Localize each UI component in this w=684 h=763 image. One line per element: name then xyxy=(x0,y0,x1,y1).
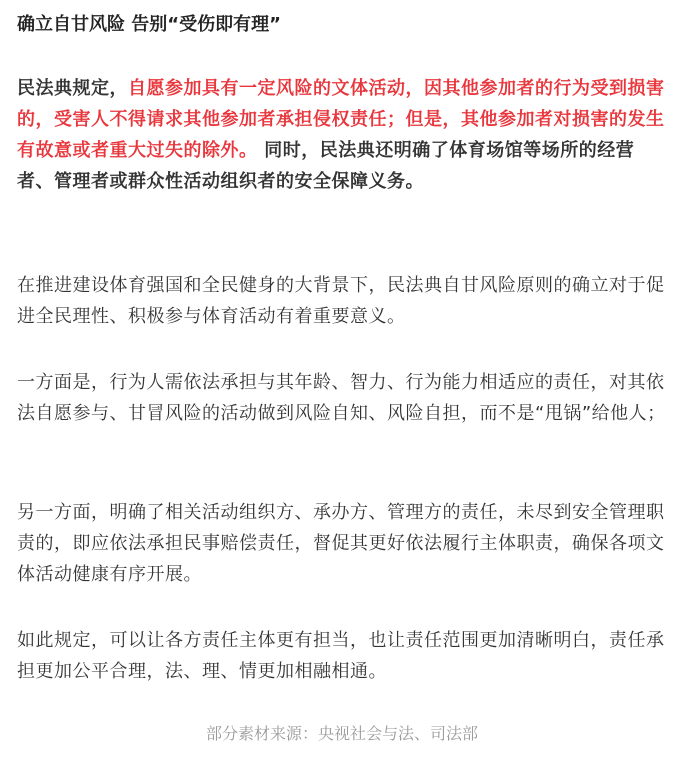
paragraph-actor-responsibility: 一方面是，行为人需依法承担与其年龄、智力、行为能力相适应的责任，对其依法自愿参与、甘冒风险的活动做到风险自知、风险自担，而不是“甩锅”给他人； xyxy=(17,372,666,424)
lead-intro: 民法典规定， xyxy=(17,78,128,99)
article-title: 确立自甘风险 告别“受伤即有理” xyxy=(17,14,281,35)
paragraph-conclusion: 如此规定，可以让各方责任主体更有担当，也让责任范围更加清晰明白，责任承担更加公平合理，法、理、情更加相融相通。 xyxy=(17,630,665,682)
paragraph-significance: 在推进建设体育强国和全民健身的大背景下，民法典自甘风险原则的确立对于促进全民理性、积极参与体育活动有着重要意义。 xyxy=(17,275,665,327)
source-note: 部分素材来源：央视社会与法、司法部 xyxy=(205,724,478,743)
lead-highlight: 自愿参加具有一定风险的文体活动，因其他参加者的行为受到损害的，受害人不得请求其他参加者承担侵权责任；但是，其他参加者对损害的发生有故意或者重大过失的除外。 xyxy=(17,78,665,161)
lead-paragraph xyxy=(17,73,667,197)
paragraph-organizer-responsibility: 另一方面，明确了相关活动组织方、承办方、管理方的责任，未尽到安全管理职责的，即应依法承担民事赔偿责任，督促其更好依法履行主体职责，确保各项文体活动健康有序开展。 xyxy=(17,502,665,585)
lead-continuation: 同时，民法典还明确了体育场馆等场所的经营者、管理者或群众性活动组织者的安全保障义务。 xyxy=(17,140,635,192)
